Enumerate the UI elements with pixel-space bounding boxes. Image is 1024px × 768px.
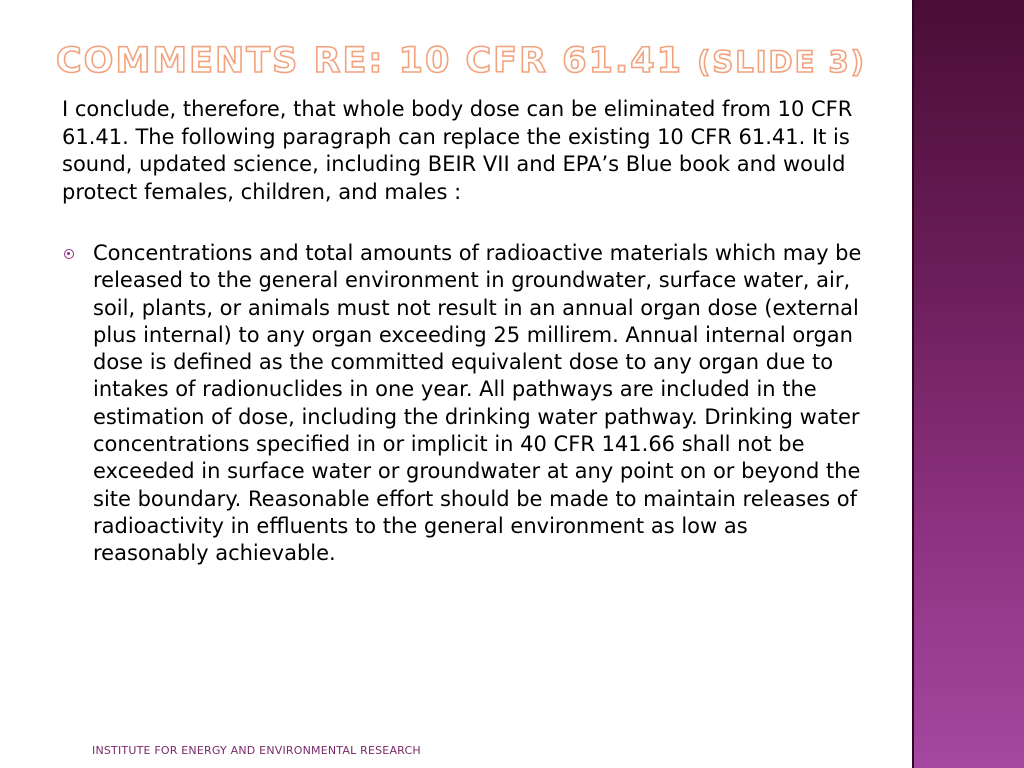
circle-dot-bullet-icon xyxy=(64,249,74,259)
bullet-item xyxy=(62,240,862,568)
slide-title xyxy=(56,41,896,81)
slide-title-main: COMMENTS RE: 10 CFR 61.41 xyxy=(56,41,698,81)
footer-organization: INSTITUTE FOR ENERGY AND ENVIRONMENTAL RESEARCH xyxy=(92,744,421,757)
bullet-text: Concentrations and total amounts of radioactive materials which may be released to the general environment in groundwater, surface water, air, soil, plants, or animals must not result in an annual organ dose (external plus internal) to any organ exceeding 25 millirem. Annual internal organ dose is defined as the committed equivalent dose to any organ due to intakes of radionuclides in one year. All pathways are included in the estimation of dose, including the drinking water pathway. Drinking water concentrations specified in or implicit in 40 CFR 141.66 shall not be exceeded in surface water or groundwater at any point on or beyond the site boundary. Reasonable effort should be made to maintain releases of radioactivity in effluents to the general environment as low as reasonably achievable. xyxy=(93,241,862,566)
intro-paragraph: I conclude, therefore, that whole body dose can be eliminated from 10 CFR 61.41. The following paragraph can replace the existing 10 CFR 61.41. It is sound, updated science, including BEIR VII and EPA’s Blue book and would protect females, children, and males : xyxy=(62,97,853,204)
slide-title-sub: (SLIDE 3) xyxy=(697,45,866,79)
decorative-side-band xyxy=(912,0,1024,768)
